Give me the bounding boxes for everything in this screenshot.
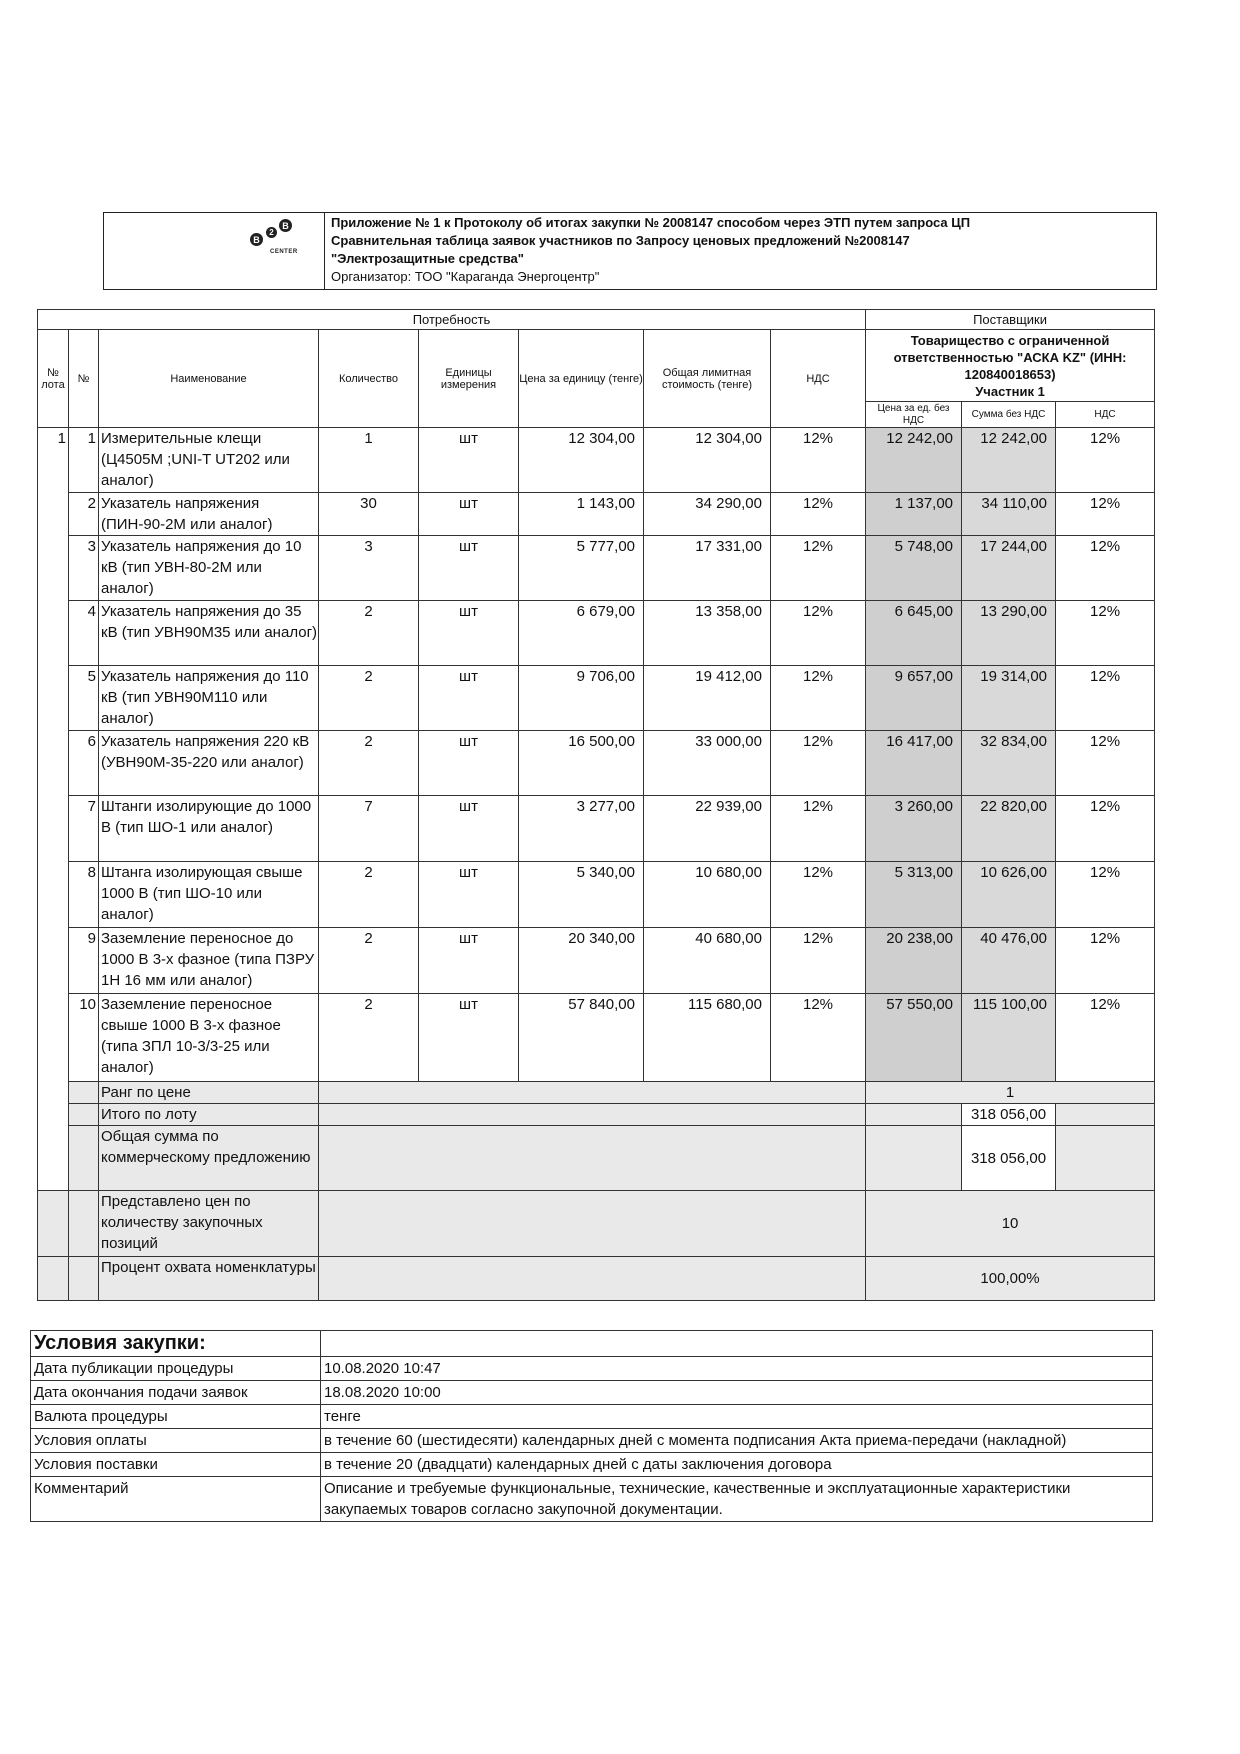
supplier-name: Товарищество с ограниченной ответственностью "АСКА KZ" (ИНН: 120840018653) <box>893 332 1127 382</box>
row-supplier-sum: 17 244,00 <box>962 536 1056 601</box>
condition-row <box>31 1405 1153 1429</box>
row-supplier-price: 3 260,00 <box>866 796 962 862</box>
row-supplier-vat: 12% <box>1056 666 1155 731</box>
row-supplier-vat: 12% <box>1056 994 1155 1082</box>
row-total: 33 000,00 <box>644 731 771 796</box>
condition-value: 10.08.2020 10:47 <box>321 1357 1153 1381</box>
row-qty: 7 <box>319 796 419 862</box>
lot-total-value: 318 056,00 <box>962 1104 1056 1126</box>
header-line-4: Организатор: ТОО "Караганда Энергоцентр" <box>331 269 600 284</box>
row-qty: 2 <box>319 994 419 1082</box>
row-qty: 2 <box>319 601 419 666</box>
row-supplier-sum: 13 290,00 <box>962 601 1056 666</box>
row-supplier-vat: 12% <box>1056 428 1155 493</box>
commercial-value: 318 056,00 <box>962 1126 1056 1191</box>
supplier-label: Участник 1 <box>975 383 1045 399</box>
row-qty: 2 <box>319 928 419 994</box>
row-price: 5 340,00 <box>519 862 644 928</box>
col-qty-header: Количество <box>319 330 419 428</box>
row-unit: шт <box>419 601 519 666</box>
condition-row <box>31 1357 1153 1381</box>
row-supplier-price: 16 417,00 <box>866 731 962 796</box>
row-name: Штанга изолирующая свыше 1000 В (тип ШО-10 или аналог) <box>99 862 319 928</box>
row-name: Заземление переносное до 1000 В 3-х фазное (типа ПЗРУ 1Н 16 мм или аналог) <box>99 928 319 994</box>
row-qty: 3 <box>319 536 419 601</box>
row-no: 3 <box>69 536 99 601</box>
row-no: 6 <box>69 731 99 796</box>
supplier-header <box>866 330 1155 402</box>
row-supplier-price: 20 238,00 <box>866 928 962 994</box>
row-unit: шт <box>419 666 519 731</box>
row-unit: шт <box>419 862 519 928</box>
purchase-conditions-table <box>30 1330 1153 1522</box>
row-no: 9 <box>69 928 99 994</box>
rank-label: Ранг по цене <box>99 1082 319 1104</box>
header-line-2: Сравнительная таблица заявок участников по Запросу ценовых предложений №2008147 <box>331 233 910 248</box>
row-price: 5 777,00 <box>519 536 644 601</box>
row-no: 7 <box>69 796 99 862</box>
row-price: 57 840,00 <box>519 994 644 1082</box>
row-supplier-vat: 12% <box>1056 731 1155 796</box>
col-unit-header: Единицы измерения <box>419 330 519 428</box>
condition-value: в течение 60 (шестидесяти) календарных дней с момента подписания Акта приема-передачи (накладной) <box>321 1429 1153 1453</box>
row-supplier-sum: 22 820,00 <box>962 796 1056 862</box>
row-no: 4 <box>69 601 99 666</box>
condition-value: Описание и требуемые функциональные, технические, качественные и эксплуатационные характеристики закупаемых товаров согласно закупочной документации. <box>321 1477 1153 1522</box>
col-lot-header: № лота <box>38 330 69 428</box>
row-total: 22 939,00 <box>644 796 771 862</box>
lot-total-label: Итого по лоту <box>99 1104 319 1126</box>
table-row <box>38 796 1155 862</box>
lot-total-row <box>38 1104 1155 1126</box>
condition-label: Условия поставки <box>31 1453 321 1477</box>
row-no: 5 <box>69 666 99 731</box>
header-text <box>325 213 1156 289</box>
row-no: 10 <box>69 994 99 1082</box>
row-total: 115 680,00 <box>644 994 771 1082</box>
row-supplier-price: 5 313,00 <box>866 862 962 928</box>
sub-vat-header: НДС <box>1056 402 1155 428</box>
group-suppliers-header: Поставщики <box>866 310 1155 330</box>
b2b-center-logo: B 2 B CENTER <box>250 219 310 259</box>
row-price: 9 706,00 <box>519 666 644 731</box>
rank-row <box>38 1082 1155 1104</box>
condition-row <box>31 1429 1153 1453</box>
row-no: 1 <box>69 428 99 493</box>
row-supplier-price: 5 748,00 <box>866 536 962 601</box>
row-supplier-vat: 12% <box>1056 928 1155 994</box>
row-name: Измерительные клещи (Ц4505М ;UNI-T UT202 или аналог) <box>99 428 319 493</box>
row-supplier-vat: 12% <box>1056 862 1155 928</box>
positions-label: Представлено цен по количеству закупочных позиций <box>99 1191 319 1257</box>
coverage-row <box>38 1257 1155 1301</box>
header-line-3: "Электрозащитные средства" <box>331 251 524 266</box>
table-row <box>38 428 1155 493</box>
condition-label: Дата окончания подачи заявок <box>31 1381 321 1405</box>
row-total: 13 358,00 <box>644 601 771 666</box>
row-supplier-vat: 12% <box>1056 536 1155 601</box>
rank-value: 1 <box>866 1082 1155 1104</box>
sub-price-header: Цена за ед. без НДС <box>866 402 962 428</box>
row-price: 12 304,00 <box>519 428 644 493</box>
row-vat: 12% <box>771 536 866 601</box>
row-total: 19 412,00 <box>644 666 771 731</box>
row-vat: 12% <box>771 862 866 928</box>
row-vat: 12% <box>771 928 866 994</box>
table-row <box>38 731 1155 796</box>
row-total: 10 680,00 <box>644 862 771 928</box>
row-qty: 1 <box>319 428 419 493</box>
coverage-value: 100,00% <box>866 1257 1155 1301</box>
row-supplier-sum: 10 626,00 <box>962 862 1056 928</box>
condition-value: 18.08.2020 10:00 <box>321 1381 1153 1405</box>
row-name: Указатель напряжения до 10 кВ (тип УВН-80-2М или аналог) <box>99 536 319 601</box>
document-header <box>103 212 1157 290</box>
condition-label: Комментарий <box>31 1477 321 1522</box>
row-vat: 12% <box>771 428 866 493</box>
positions-value: 10 <box>866 1191 1155 1257</box>
row-vat: 12% <box>771 493 866 536</box>
row-supplier-price: 57 550,00 <box>866 994 962 1082</box>
row-supplier-price: 12 242,00 <box>866 428 962 493</box>
col-name-header: Наименование <box>99 330 319 428</box>
row-qty: 2 <box>319 666 419 731</box>
table-row <box>38 666 1155 731</box>
col-price-header: Цена за единицу (тенге) <box>519 330 644 428</box>
row-supplier-sum: 12 242,00 <box>962 428 1056 493</box>
table-row <box>38 493 1155 536</box>
col-no-header: № <box>69 330 99 428</box>
row-price: 3 277,00 <box>519 796 644 862</box>
condition-row <box>31 1477 1153 1522</box>
row-price: 1 143,00 <box>519 493 644 536</box>
row-name: Указатель напряжения до 35 кВ (тип УВН90М35 или аналог) <box>99 601 319 666</box>
condition-row <box>31 1453 1153 1477</box>
row-name: Штанги изолирующие до 1000 В (тип ШО-1 или аналог) <box>99 796 319 862</box>
condition-row <box>31 1381 1153 1405</box>
condition-label: Валюта процедуры <box>31 1405 321 1429</box>
table-row <box>38 994 1155 1082</box>
row-total: 17 331,00 <box>644 536 771 601</box>
row-qty: 2 <box>319 862 419 928</box>
row-supplier-price: 6 645,00 <box>866 601 962 666</box>
group-need-header: Потребность <box>38 310 866 330</box>
row-unit: шт <box>419 493 519 536</box>
row-total: 40 680,00 <box>644 928 771 994</box>
row-unit: шт <box>419 796 519 862</box>
row-supplier-sum: 40 476,00 <box>962 928 1056 994</box>
row-supplier-sum: 32 834,00 <box>962 731 1056 796</box>
commercial-label: Общая сумма по коммерческому предложению <box>99 1126 319 1191</box>
condition-label: Условия оплаты <box>31 1429 321 1453</box>
row-name: Указатель напряжения до 110 кВ (тип УВН90М110 или аналог) <box>99 666 319 731</box>
row-supplier-sum: 34 110,00 <box>962 493 1056 536</box>
row-vat: 12% <box>771 731 866 796</box>
table-row <box>38 536 1155 601</box>
condition-value: тенге <box>321 1405 1153 1429</box>
row-name: Указатель напряжения (ПИН-90-2М или аналог) <box>99 493 319 536</box>
row-vat: 12% <box>771 796 866 862</box>
row-supplier-vat: 12% <box>1056 796 1155 862</box>
row-supplier-price: 9 657,00 <box>866 666 962 731</box>
lot-number: 1 <box>38 428 69 1191</box>
condition-value: в течение 20 (двадцати) календарных дней с даты заключения договора <box>321 1453 1153 1477</box>
row-supplier-sum: 19 314,00 <box>962 666 1056 731</box>
commercial-total-row <box>38 1126 1155 1191</box>
row-supplier-sum: 115 100,00 <box>962 994 1056 1082</box>
row-qty: 2 <box>319 731 419 796</box>
col-total-header: Общая лимитная стоимость (тенге) <box>644 330 771 428</box>
row-supplier-vat: 12% <box>1056 601 1155 666</box>
header-line-1: Приложение № 1 к Протоколу об итогах закупки № 2008147 способом через ЭТП путем запроса ЦП <box>331 215 971 230</box>
row-no: 8 <box>69 862 99 928</box>
row-unit: шт <box>419 994 519 1082</box>
row-no: 2 <box>69 493 99 536</box>
coverage-label: Процент охвата номенклатуры <box>99 1257 319 1301</box>
logo-cell <box>104 213 325 289</box>
row-supplier-vat: 12% <box>1056 493 1155 536</box>
conditions-title: Условия закупки: <box>31 1331 321 1357</box>
condition-label: Дата публикации процедуры <box>31 1357 321 1381</box>
row-price: 6 679,00 <box>519 601 644 666</box>
positions-row <box>38 1191 1155 1257</box>
row-total: 12 304,00 <box>644 428 771 493</box>
row-vat: 12% <box>771 666 866 731</box>
row-name: Указатель напряжения 220 кВ (УВН90М-35-220 или аналог) <box>99 731 319 796</box>
row-vat: 12% <box>771 601 866 666</box>
row-price: 16 500,00 <box>519 731 644 796</box>
row-unit: шт <box>419 428 519 493</box>
row-unit: шт <box>419 536 519 601</box>
col-vat-header: НДС <box>771 330 866 428</box>
row-name: Заземление переносное свыше 1000 В 3-х фазное (типа ЗПЛ 10-3/3-25 или аналог) <box>99 994 319 1082</box>
table-row <box>38 928 1155 994</box>
row-supplier-price: 1 137,00 <box>866 493 962 536</box>
table-row <box>38 601 1155 666</box>
sub-sum-header: Сумма без НДС <box>962 402 1056 428</box>
comparison-table <box>37 309 1155 1301</box>
row-qty: 30 <box>319 493 419 536</box>
table-row <box>38 862 1155 928</box>
row-price: 20 340,00 <box>519 928 644 994</box>
row-vat: 12% <box>771 994 866 1082</box>
row-unit: шт <box>419 731 519 796</box>
row-unit: шт <box>419 928 519 994</box>
row-total: 34 290,00 <box>644 493 771 536</box>
